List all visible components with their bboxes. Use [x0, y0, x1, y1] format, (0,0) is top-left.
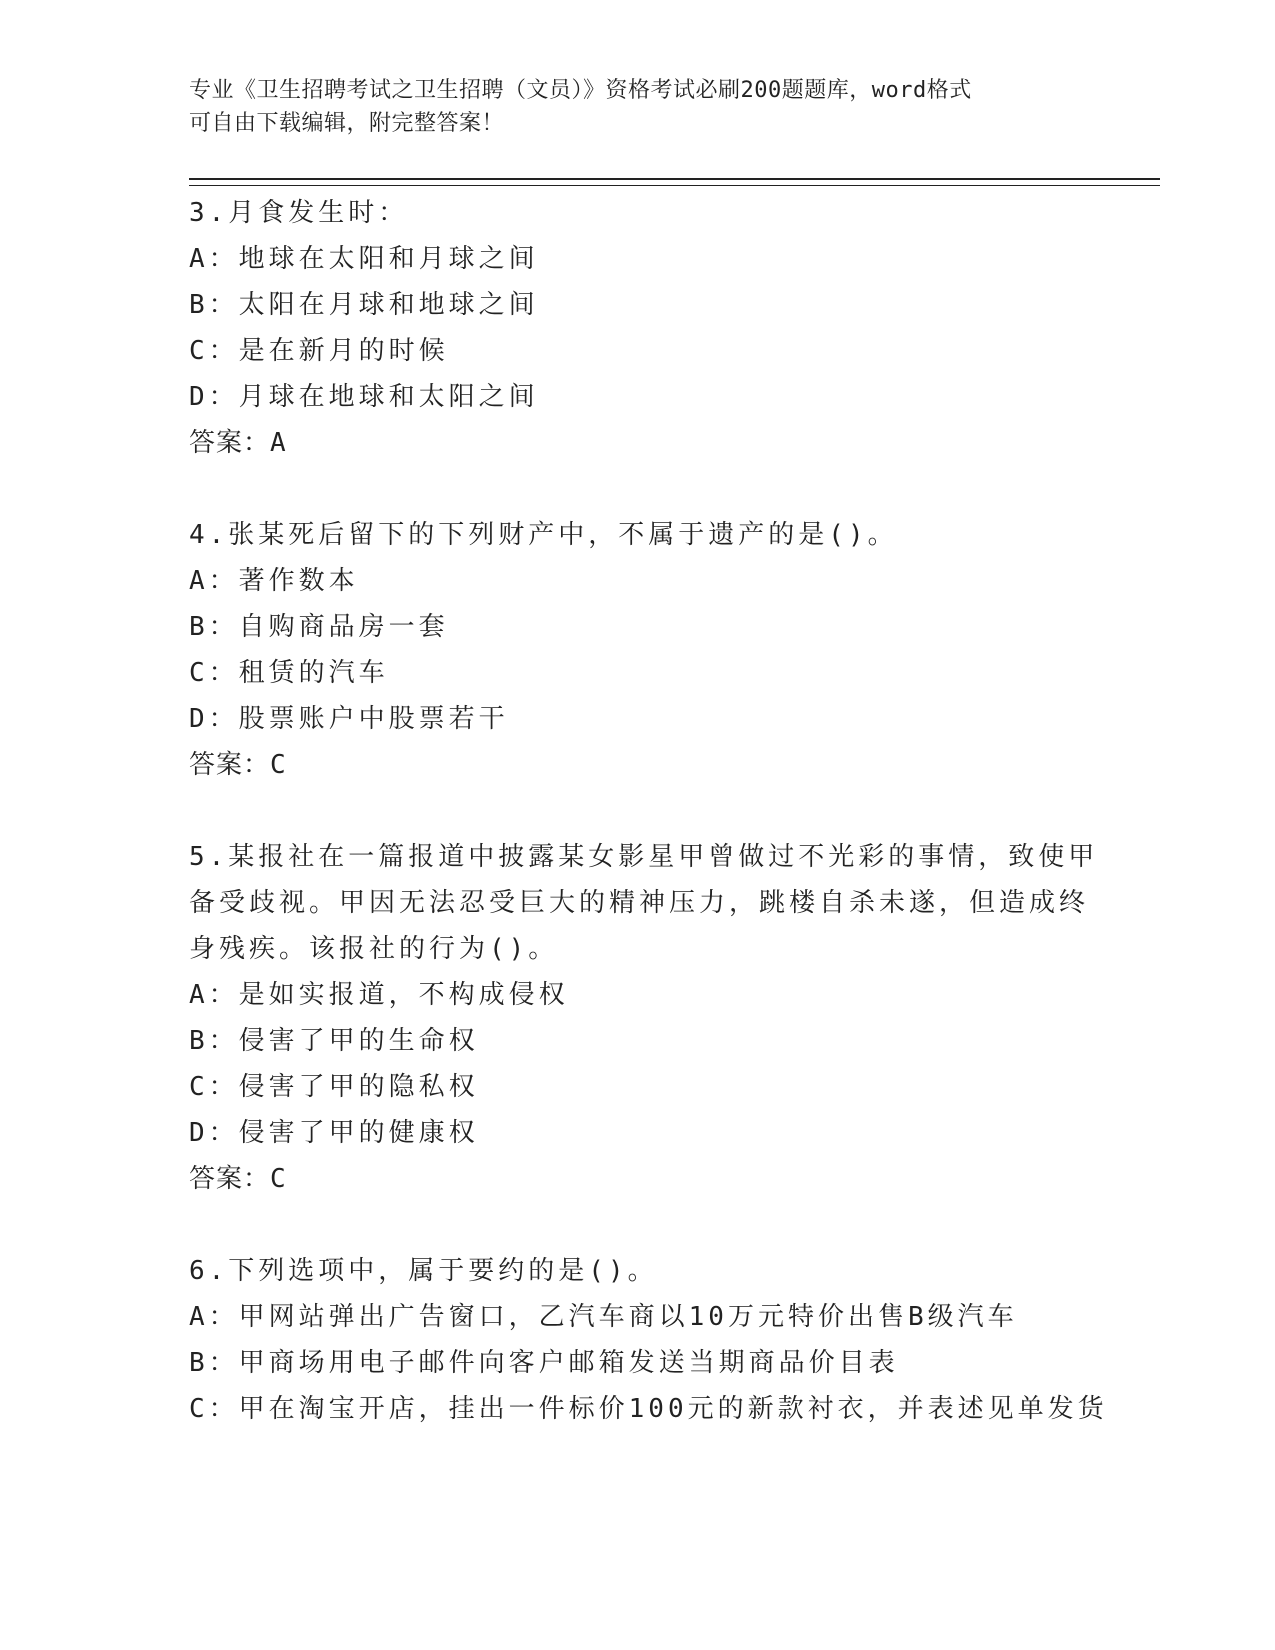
option-a: A：著作数本 — [189, 566, 359, 596]
option-a: A：甲网站弹出广告窗口，乙汽车商以10万元特价出售B级汽车 — [189, 1302, 1018, 1332]
question-6 — [189, 1248, 1108, 1432]
header-line-1: 专业《卫生招聘考试之卫生招聘（文员）》资格考试必刷200题题库，word格式 — [189, 78, 972, 103]
question-text-line-1: 5.某报社在一篇报道中披露某女影星甲曾做过不光彩的事情，致使甲 — [189, 842, 1099, 872]
document-header — [189, 74, 1069, 140]
question-3 — [189, 190, 1089, 466]
question-text: 6.下列选项中，属于要约的是()。 — [189, 1256, 658, 1286]
option-a: A：是如实报道，不构成侵权 — [189, 980, 569, 1010]
option-c: C：侵害了甲的隐私权 — [189, 1072, 479, 1102]
option-b: B：侵害了甲的生命权 — [189, 1026, 479, 1056]
question-5 — [189, 834, 1099, 1202]
question-spacer — [189, 788, 1089, 834]
option-a: A：地球在太阳和月球之间 — [189, 244, 539, 274]
answer: 答案：C — [189, 1164, 287, 1194]
question-text-line-2: 备受歧视。甲因无法忍受巨大的精神压力，跳楼自杀未遂，但造成终 — [189, 888, 1090, 918]
option-d: D：月球在地球和太阳之间 — [189, 382, 539, 412]
question-spacer — [189, 466, 1089, 512]
answer: 答案：C — [189, 750, 287, 780]
question-list — [189, 190, 1108, 1432]
option-c: C：租赁的汽车 — [189, 658, 389, 688]
option-b: B：太阳在月球和地球之间 — [189, 290, 539, 320]
option-c: C：是在新月的时候 — [189, 336, 449, 366]
option-d: D：侵害了甲的健康权 — [189, 1118, 479, 1148]
header-divider-thick — [189, 178, 1160, 180]
option-c: C：甲在淘宝开店，挂出一件标价100元的新款衬衣，并表述见单发货 — [189, 1394, 1108, 1424]
answer: 答案：A — [189, 428, 287, 458]
header-line-2: 可自由下载编辑，附完整答案！ — [189, 111, 505, 136]
question-4 — [189, 512, 1089, 788]
question-text-line-3: 身残疾。该报社的行为()。 — [189, 934, 559, 964]
option-b: B：自购商品房一套 — [189, 612, 449, 642]
option-b: B：甲商场用电子邮件向客户邮箱发送当期商品价目表 — [189, 1348, 899, 1378]
question-text: 4.张某死后留下的下列财产中，不属于遗产的是()。 — [189, 520, 898, 550]
header-divider-thin — [189, 185, 1160, 186]
option-d: D：股票账户中股票若干 — [189, 704, 509, 734]
question-spacer — [189, 1202, 1089, 1248]
question-text: 3.月食发生时： — [189, 198, 409, 228]
